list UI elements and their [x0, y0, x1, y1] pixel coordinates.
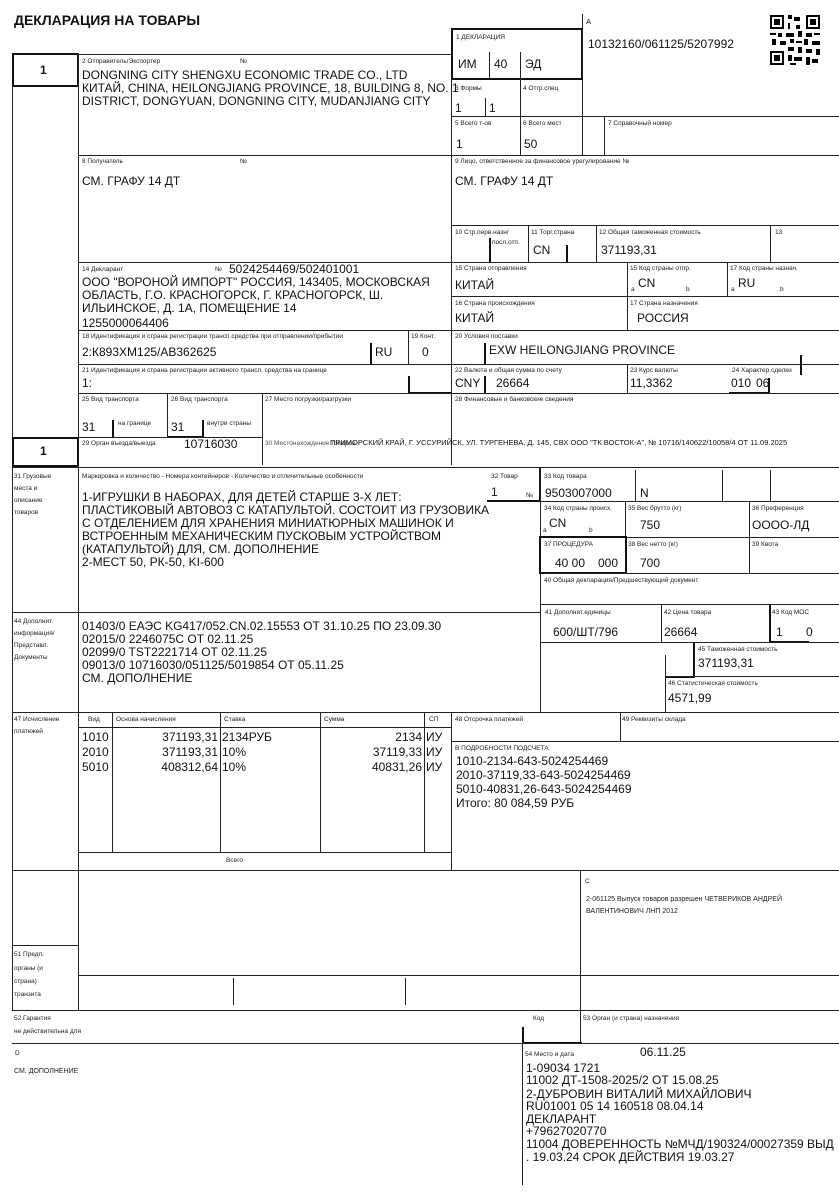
document-line: 02099/0 TST2221714 ОТ 02.11.25	[82, 645, 268, 659]
document-line: СМ. ДОПОЛНЕНИЕ	[82, 671, 193, 685]
signatory-line: 11004 ДОВЕРЕННОСТЬ №МЧД/190324/00027359 ВЫД	[526, 1137, 834, 1151]
destination-country-code: RU	[738, 276, 756, 290]
forms-value: 1	[455, 101, 462, 115]
box10-sub: посл.отп.	[492, 239, 520, 246]
divider	[770, 225, 771, 262]
box43-label: 43 Код МОС	[772, 609, 810, 616]
box8-label: 8 Получатель	[82, 158, 123, 165]
goods-description-line: 1-ИГРУШКИ В НАБОРАХ, ДЛЯ ДЕТЕЙ СТАРШЕ 3-Х ЛЕТ:	[82, 490, 402, 504]
box22-label: 22 Валюта и общая сумма по счету	[455, 367, 562, 374]
commodity-flag: N	[640, 486, 649, 500]
box51-label: страна)	[14, 978, 37, 985]
box21-label: 21 Идентификация и страна регистрации активного трансп. средства на границе	[82, 367, 327, 374]
statistical-value: 4571,99	[668, 691, 712, 705]
gross-weight: 750	[640, 518, 661, 532]
goods-description-line: С ОТДЕЛЕНИЕМ ДЛЯ ХРАНЕНИЯ МИНИАТЮРНЫХ МАШИНОК И	[82, 516, 454, 530]
col-header-method: СП	[429, 716, 439, 723]
payment-base: 371193,31	[162, 745, 218, 759]
box44-label: Представл.	[14, 642, 49, 649]
divider	[770, 470, 771, 501]
customs-office: 10716030	[184, 437, 238, 451]
sheet-number: 1	[40, 63, 47, 77]
forms-total: 1	[489, 101, 496, 115]
signatory-line: +79627020770	[526, 1124, 607, 1138]
payment-type: 1010	[82, 730, 109, 744]
box-a-label: A	[586, 17, 592, 26]
col-header-base: Основа начисления	[116, 716, 176, 723]
box52-label: 52.Гарантия	[14, 1015, 51, 1022]
document-title: ДЕКЛАРАЦИЯ НА ТОВАРЫ	[14, 12, 201, 28]
release-line: ВАЛЕНТИНОВИЧ ЛНП 2012	[586, 908, 678, 915]
sub-a: a	[543, 527, 547, 534]
divider	[451, 741, 839, 742]
divider	[12, 870, 839, 871]
box2-label: 2 Отправитель/Экспортер	[82, 58, 161, 65]
box16-label: 16 Страна происхождения	[455, 300, 535, 307]
payment-method: ИУ	[426, 730, 443, 744]
box40-label: 40 Общая декларация/Предшествующий документ	[544, 577, 699, 584]
signatory-line: 1-09034 1721	[526, 1061, 601, 1075]
declarant-line: ИЛЬИНСКОЕ, Д. 1А, ПОМЕЩЕНИЕ 14	[82, 301, 297, 315]
divider	[424, 712, 425, 852]
box3-label: 3 Формы	[455, 85, 482, 92]
divider	[12, 1043, 839, 1044]
box32-label: 32 Товар	[491, 473, 518, 480]
exporter-line: DISTRICT, DONGYUAN, DONGNING CITY, MUDANJIANG CITY	[82, 94, 431, 108]
transport-country: RU	[375, 345, 393, 359]
box51-label: транзита	[14, 991, 41, 998]
declaration-number: 10132160/061125/5207992	[588, 37, 734, 51]
divider	[78, 852, 451, 853]
divider	[12, 945, 78, 946]
box30-label: 30 Местонахождение товаров	[265, 440, 356, 447]
signatory-line: RU01001 05 14 160518 08.04.14	[526, 1099, 704, 1113]
box44-label: информация/	[14, 630, 55, 637]
dispatch-country: КИТАЙ	[455, 278, 495, 292]
divider	[78, 54, 453, 55]
box12-label: 12 Общая таможенная стоимость	[599, 229, 701, 236]
procedure: 40 00	[555, 556, 586, 570]
transaction-nature-2: 06	[756, 376, 770, 390]
payment-base: 371193,31	[162, 730, 218, 744]
col-header-type: Вид	[88, 716, 100, 723]
box51-label: органы (и	[14, 965, 43, 972]
box48-label: 48 Отсрочка платежей	[455, 716, 523, 723]
box45-label: 45 Таможенная стоимость	[698, 646, 778, 653]
procedure-code: 40	[494, 57, 508, 71]
exporter-line: КИТАЙ, CHINA, HEILONGJIANG PROVINCE, 18, BUILDING 8, NO. 1	[82, 81, 459, 95]
box38-label: 38 Вес нетто (кг)	[628, 541, 678, 548]
invoice-amount: 26664	[496, 376, 530, 390]
inland-transport-mode: 31	[171, 420, 185, 434]
sub-a: a	[631, 286, 635, 293]
box15-label: 15 Страна отправления	[455, 265, 527, 272]
box20-label: 20 Условия поставки	[455, 333, 518, 340]
divider	[661, 604, 662, 642]
box41-label: 41 Дополнит.единицы	[545, 609, 611, 616]
total-packages: 50	[524, 137, 538, 151]
box44-label: 44 Дополнит.	[14, 618, 54, 625]
container-flag: 0	[422, 345, 429, 359]
box25-sub: на границе	[118, 420, 152, 427]
box14-no: №	[215, 266, 222, 273]
box47-label: платежей	[14, 728, 43, 735]
divider	[665, 655, 666, 712]
col-header-amount: Сумма	[324, 716, 345, 723]
box17a-label: 17 Код страны назнач.	[730, 265, 798, 272]
divider	[408, 330, 409, 364]
box26-sub: внутри страны	[207, 420, 252, 427]
item-number: 1	[40, 444, 47, 458]
divider	[522, 1043, 523, 1185]
sub-b: b	[686, 286, 690, 293]
currency: CNY	[455, 376, 481, 390]
exchange-rate: 11,3362	[630, 376, 673, 390]
box31-header: Маркировка и количество - Номера контейнеров - Количество и отличительные особенности	[82, 473, 364, 480]
box-c-label: C	[585, 878, 590, 885]
box31-label: описание	[14, 497, 43, 504]
goods-description-line: (КАТАПУЛЬТОЙ) ДЛЯ, СМ. ДОПОЛНЕНИЕ	[82, 542, 319, 556]
box36-label: 36 Преференция	[752, 505, 804, 512]
document-line: 02015/0 2246075С ОТ 02.11.25	[82, 632, 254, 646]
box53-label: 53 Орган (и страна) назначения	[583, 1015, 680, 1022]
box23-label: 23 Курс валюты	[630, 367, 678, 374]
calculation-total: Итого: 80 084,59 РУБ	[456, 796, 575, 810]
divider	[596, 225, 597, 262]
box6-label: 6 Всего мест	[523, 120, 562, 127]
divider	[484, 343, 486, 364]
payment-type: 2010	[82, 745, 109, 759]
divider	[112, 420, 114, 437]
box7-label: 7 Справочный номер	[608, 120, 672, 127]
box14-label: 14 Декларант	[82, 266, 124, 273]
divider	[12, 467, 839, 468]
box31-label: 31 Грузовые	[14, 473, 52, 480]
box31-label: места и	[14, 485, 38, 492]
box46-label: 46 Статистическая стоимость	[668, 680, 758, 687]
calculation-line: 2010-37119,33-643-5024254469	[456, 768, 631, 782]
goods-location: ПРИМОРСКИЙ КРАЙ, Г. УССУРИЙСК, УЛ. ТУРГЕНЕВА, Д. 145, СВХ ООО "ТК ВОСТОК-А", № 10716/140622/10058/4 ОТ 11.09.2025	[330, 438, 788, 447]
box-b-label: В ПОДРОБНОСТИ ПОДСЧЕТА	[455, 745, 549, 752]
sub-b: b	[780, 286, 784, 293]
consignee-value: СМ. ГРАФУ 14 ДТ	[82, 174, 181, 188]
divider	[485, 98, 486, 116]
box19-label: 19 Конт.	[411, 333, 436, 340]
divider	[627, 364, 628, 393]
payment-rate: 2134РУБ	[222, 730, 272, 744]
origin-country: КИТАЙ	[455, 311, 495, 325]
divider	[202, 420, 204, 437]
box15a-label: 15 Код страны отпр.	[630, 265, 691, 272]
box-d-value: СМ. ДОПОЛНЕНИЕ	[14, 1068, 79, 1075]
divider	[78, 155, 839, 156]
box29-label: 29 Орган въезда/выезда	[82, 440, 156, 447]
payment-amount: 40831,26	[371, 760, 422, 774]
trading-country: CN	[533, 243, 551, 257]
dispatch-country-code: CN	[638, 276, 656, 290]
divider	[167, 393, 168, 437]
box11-label: 11 Торг.страна	[531, 229, 575, 236]
divider	[78, 727, 451, 728]
destination-country: РОССИЯ	[637, 311, 689, 325]
valuation-method: 1	[776, 625, 783, 639]
divider	[451, 712, 452, 870]
supplementary-units: 600/ШТ/796	[553, 625, 619, 639]
signatory-line: ДЕКЛАРАНТ	[526, 1112, 597, 1126]
transaction-nature: 010	[731, 376, 752, 390]
divider	[78, 262, 839, 263]
divider	[233, 978, 234, 1005]
exporter-line: DONGNING CITY SHENGXU ECONOMIC TRADE CO., LTD	[82, 68, 408, 82]
signatory-line: 2-ДУБРОВИН ВИТАЛИЙ МИХАЙЛОВИЧ	[526, 1087, 752, 1101]
customs-value: 371193,31	[698, 656, 754, 670]
divider	[262, 393, 263, 465]
box49-label: 49 Реквизиты склада	[622, 716, 686, 723]
divider	[693, 642, 695, 678]
box10-label: 10 Стр.перв.назн/	[455, 229, 509, 236]
divider	[78, 393, 839, 394]
divider	[78, 53, 79, 1010]
divider	[78, 975, 839, 976]
divider	[582, 14, 583, 155]
divider	[665, 676, 839, 677]
box26-label: 26 Вид транспорта	[171, 396, 228, 403]
box5-label: 5 Всего т-ов	[455, 120, 492, 127]
payment-rate: 10%	[222, 745, 247, 759]
goods-description-line: ПЛАСТИКОВЫЙ АВТОВОЗ С КАТАПУЛЬТОЙ. СОСТОИТ ИЗ ГРУЗОВИКА	[82, 503, 490, 517]
divider	[540, 501, 839, 502]
signatory-line: . 19.03.24 СРОК ДЕЙСТВИЯ 19.03.27	[526, 1150, 735, 1164]
divider	[540, 573, 839, 574]
total-customs-value: 371193,31	[601, 243, 657, 257]
box32-no: №	[526, 492, 533, 499]
divider	[12, 612, 541, 613]
divider	[112, 712, 113, 852]
payment-amount: 2134	[395, 730, 422, 744]
box34-label: 34 Код страны происх.	[544, 505, 613, 512]
divider	[722, 470, 723, 501]
divider	[566, 245, 568, 262]
divider	[540, 467, 541, 712]
declarant-inn: 5024254469/502401001	[229, 262, 360, 276]
divider	[489, 238, 491, 262]
declaration-date: 06.11.25	[640, 1045, 686, 1059]
divider	[370, 343, 372, 364]
box2-no: №	[240, 58, 247, 65]
divider	[620, 712, 621, 741]
transport-id: 2:К893ХМ125/АВ362625	[82, 345, 217, 359]
divider	[405, 978, 406, 1005]
box1-label: 1 ДЕКЛАРАЦИЯ	[456, 34, 505, 41]
box44-label: Документы	[14, 654, 48, 661]
box39-label: 39 Квота	[752, 541, 779, 548]
preference: ОООО-ЛД	[752, 518, 810, 532]
box51-label: 51 Предп.	[14, 951, 44, 958]
goods-description-line: 2-МЕСТ 50, РК-50, KI-600	[82, 555, 224, 569]
financial-party-value: СМ. ГРАФУ 14 ДТ	[455, 174, 554, 188]
divider	[451, 225, 839, 226]
declarant-line: ООО "ВОРОНОЙ ИМПОРТ" РОССИЯ, 143405, МОСКОВСКАЯ	[82, 275, 430, 289]
valuation-method-2: 0	[806, 625, 813, 639]
declaration-form: ЭД	[525, 57, 542, 71]
divider	[78, 364, 839, 365]
box27-label: 27 Место погрузки/разгрузки	[265, 396, 352, 403]
procedure-2: 000	[598, 556, 619, 570]
box9-label: 9 Лицо, ответственное за финансовое урегулирование №	[455, 158, 630, 165]
box35-label: 35 Вес брутто (кг)	[628, 505, 682, 512]
delivery-terms: EXW HEILONGJIANG PROVINCE	[489, 343, 676, 357]
box17-label: 17 Страна назначения	[630, 300, 698, 307]
divider	[451, 296, 839, 297]
goods-description-line: ВСТРОЕННЫМ МЕХАНИЧЕСКИМ ПУСКОВЫМ УСТРОЙСТВОМ	[82, 529, 441, 543]
border-transport: 1:	[82, 376, 93, 390]
declaration-type: ИМ	[458, 57, 477, 71]
document-line: 09013/0 10716030/051125/5019854 ОТ 05.11.25	[82, 658, 344, 672]
net-weight: 700	[640, 556, 661, 570]
divider	[12, 86, 13, 1010]
divider	[408, 376, 410, 393]
item-value: 1	[491, 485, 498, 499]
item-price: 26664	[664, 625, 698, 639]
box28-label: 28 Финансовые и банковские сведения	[455, 396, 574, 403]
payments-total-label: Всего	[226, 857, 244, 864]
divider	[484, 376, 486, 393]
payment-method: ИУ	[426, 760, 443, 774]
box47-label: 47 Исчисление	[14, 716, 60, 723]
box33-label: 33 Код товара	[544, 473, 587, 480]
signatory-line: 11002 ДТ-1508-2025/2 ОТ 15.08.25	[526, 1073, 719, 1087]
box24-label: 24 Характер сделки	[732, 367, 792, 374]
origin-country-code: CN	[549, 516, 567, 530]
box52-label: не действительна для	[14, 1028, 81, 1035]
payment-amount: 37119,33	[372, 745, 422, 759]
qr-code-icon	[770, 15, 820, 65]
box18-label: 18 Идентификация и страна регистрации трансп.средства при отправлении/прибытии	[82, 333, 344, 340]
divider	[12, 1010, 839, 1011]
payment-base: 408312,64	[161, 760, 218, 774]
divider	[580, 870, 581, 1043]
divider	[451, 80, 452, 465]
box25-label: 25 Вид транспорта	[82, 396, 139, 403]
box52-code-label: Код	[533, 1015, 545, 1022]
payment-rate: 10%	[222, 760, 247, 774]
box31-label: товаров	[14, 509, 39, 516]
calculation-line: 5010-40831,26-643-5024254469	[456, 782, 632, 796]
divider	[540, 642, 839, 643]
border-transport-mode: 31	[82, 420, 96, 434]
col-header-rate: Ставка	[224, 716, 246, 723]
box4-label: 4 Отгр.спец	[523, 85, 559, 92]
divider	[800, 355, 802, 375]
release-line: 2-061125 Выпуск товаров разрешен ЧЕТВЕРИКОВ АНДРЕЙ	[586, 896, 782, 903]
divider	[320, 712, 321, 852]
divider	[78, 330, 839, 331]
divider	[528, 225, 529, 262]
declarant-line: ОБЛАСТЬ, Г.О. КРАСНОГОРСК, Г. КРАСНОГОРСК, Ш.	[82, 288, 384, 302]
sub-a: a	[731, 286, 735, 293]
divider	[520, 52, 521, 155]
box42-label: 42 Цена товара	[664, 609, 712, 616]
box8-no: №	[240, 158, 247, 165]
box13-label: 13	[775, 229, 783, 236]
divider	[604, 116, 605, 155]
calculation-line: 1010-2134-643-5024254469	[456, 754, 609, 768]
declarant-line: 1255000064406	[82, 316, 169, 330]
divider	[727, 262, 728, 296]
sub-b: b	[589, 527, 593, 534]
box37-label: 37 ПРОЦЕДУРА	[544, 541, 593, 548]
divider	[489, 52, 490, 79]
payment-method: ИУ	[426, 745, 443, 759]
box54-label: 54 Место и дата	[525, 1051, 574, 1058]
commodity-code: 9503007000	[545, 486, 612, 500]
divider	[220, 712, 221, 852]
document-line: 01403/0 ЕАЭС KG417/052.CN.02.15553 ОТ 31.10.25 ПО 23.09.30	[82, 619, 442, 633]
box-d-label: D	[15, 1050, 20, 1057]
total-items: 1	[456, 137, 463, 151]
divider	[635, 470, 636, 501]
divider	[12, 712, 839, 713]
divider	[451, 116, 839, 117]
payment-type: 5010	[82, 760, 109, 774]
